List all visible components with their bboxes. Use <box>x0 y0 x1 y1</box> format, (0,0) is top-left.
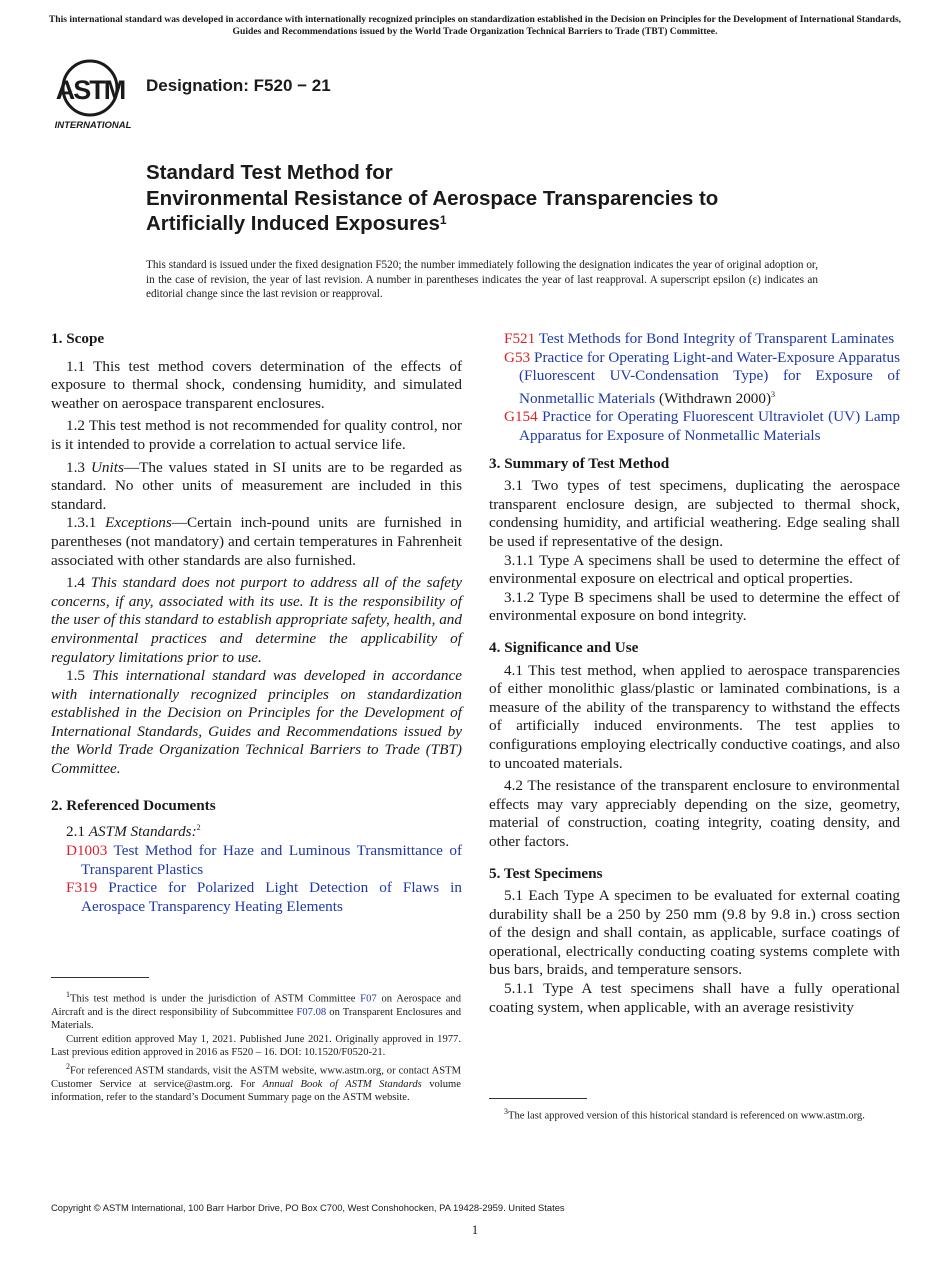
para-1-3-1: 1.3.1 Exceptions—Certain inch-pound units are furnished in parentheses (not mandatory) and certain temperatures in Fahrenheit associated with other standards are also furnished. <box>51 514 462 569</box>
ref-f319[interactable]: F319 Practice for Polarized Light Detection of Flaws in Aerospace Transparency Heating Elements <box>66 879 462 915</box>
issuance-note: This standard is issued under the fixed designation F520; the number immediately following the designation indicates the year of original adoption or, in the case of revision, the year of last revision. A number in parentheses indicates the year of last reapproval. A superscript epsilon (ε) indicates an editorial change since the last revision or reapproval. <box>146 259 818 301</box>
footnotes-right <box>489 1105 899 1123</box>
copyright-line: Copyright © ASTM International, 100 Barr Harbor Drive, PO Box C700, West Conshohocken, PA 19428-2959. United States <box>51 1202 565 1213</box>
committee-f07-link[interactable]: F07 <box>360 993 377 1005</box>
footnote-1-edition: Current edition approved May 1, 2021. Published June 2021. Originally approved in 1977. Last previous edition approved in 2016 as F520 – 16. DOI: 10.1520/F0520-21. <box>51 1033 461 1059</box>
footnotes-left <box>51 988 461 1104</box>
para-1-2: 1.2 This test method is not recommended for quality control, nor is it intended to provide a correlation to actual service life. <box>51 417 462 453</box>
para-5-1: 5.1 Each Type A specimen to be evaluated for external coating durability shall be a 250 by 250 mm (9.8 by 9.8 in.) cross section of the design and shall contain, as applicable, surface coatings of operational, electrically conducting coating systems complete with bus bars, braids, and temperature sensors. <box>489 887 900 979</box>
left-column <box>51 330 462 916</box>
astm-logo <box>52 56 134 132</box>
footnote-2: $^2$For referenced ASTM standards, visit the ASTM website, www.astm.org, or contact ASTM Customer Service at service@astm.org. For Annual Book of ASTM Standards volume information, refer to the standard’s Document Summary page on the ASTM website. <box>51 1061 461 1103</box>
right-column <box>489 330 900 1017</box>
page-number: 1 <box>471 1222 479 1237</box>
para-4-1: 4.1 This test method, when applied to aerospace transparencies of either monolithic glass/plastic or laminated combinations, is a measure of the ability of the transparency to withstand the effects of artificially induced environments. The test applies to configurations employing electrically conductive coatings, and also to uncoated materials. <box>489 661 900 772</box>
para-3-1-1: 3.1.1 Type A specimens shall be used to determine the effect of environmental exposure on electrical and optical properties. <box>489 551 900 588</box>
designation: Designation: F520 − 21 <box>146 76 331 95</box>
title-line-2: Environmental Resistance of Aerospace Transparencies to <box>146 186 719 210</box>
svg-text:INTERNATIONAL: INTERNATIONAL <box>54 120 132 131</box>
footnote-rule-left <box>51 977 149 978</box>
para-1-5: 1.5 This international standard was developed in accordance with internationally recognized principles on standardization established in the Decision on Principles for the Development of International Standards, Guides and Recommendations issued by the World Trade Organization Technical Barriers to Trade (TBT) Committee. <box>51 667 463 778</box>
ref-d1003[interactable]: D1003 Test Method for Haze and Luminous Transmittance of Transparent Plastics <box>66 841 463 878</box>
para-5-1-1: 5.1.1 Type A test specimens shall have a fully operational coating system, when applicable, with an average resistivity <box>489 980 900 1016</box>
para-3-1-2: 3.1.2 Type B specimens shall be used to determine the effect of environmental exposure on bond integrity. <box>489 588 900 625</box>
subcommittee-f0708-link[interactable]: F07.08 <box>296 1006 327 1018</box>
ref-g53[interactable]: G53 Practice for Operating Light-and Water-Exposure Apparatus (Fluorescent UV-Condensation Type) for Exposure of Nonmetallic Materials (Withdrawn 2000)$^3$ <box>504 348 901 407</box>
para-3-1: 3.1 Two types of test specimens, duplicating the aerospace transparent enclosure design, are subjected to thermal shock, condensing humidity, and artificial weathering. Edge sealing shall be used if representative of the design. <box>489 477 900 550</box>
title-line-3: Artificially Induced Exposures$^1$ <box>146 212 447 235</box>
tbt-notice: This international standard was developed in accordance with internationally recognized principles on standardization established in the Decision on Principles for the Development of International Standards, Guides and Recommendations issued by the World Trade Organization Technical Barriers to Trade (TBT) Committee. <box>48 14 902 37</box>
para-1-3: 1.3 Units—The values stated in SI units are to be regarded as standard. No other units of measurement are included in this standard. <box>51 458 462 513</box>
svg-text:ASTM: ASTM <box>55 75 125 105</box>
para-1-4: 1.4 This standard does not purport to address all of the safety concerns, if any, associated with its use. It is the responsibility of the user of this standard to establish appropriate safety, health, and environmental practices and determine the applicability of regulatory limitations prior to use. <box>51 574 462 666</box>
footnote-3: $^3$The last approved version of this historical standard is referenced on www.astm.org. <box>504 1107 865 1122</box>
title-footnote-mark: 1 <box>439 213 447 227</box>
para-1-1: 1.1 This test method covers determination of the effects of exposure to thermal shock, condensing humidity, and simulated weather on aerospace transparent enclosures. <box>51 357 462 412</box>
para-4-2: 4.2 The resistance of the transparent enclosure to environmental effects may vary appreciably depending on the size, geometry, material of construction, coating integrity, coating density, and other factors. <box>489 777 900 850</box>
document-title <box>146 160 906 237</box>
ref-g154[interactable]: G154 Practice for Operating Fluorescent Ultraviolet (UV) Lamp Apparatus for Exposure of Nonmetallic Materials <box>504 408 900 445</box>
section-4-heading: 4. Significance and Use <box>489 638 639 656</box>
footnote-1: $^1$This test method is under the jurisdiction of ASTM Committee F07 on Aerospace and Aircraft and is the direct responsibility of Subcommittee F07.08 on Transparent Enclosures and Materials. <box>51 990 461 1032</box>
footnote-rule-right <box>489 1098 587 1099</box>
section-5-heading: 5. Test Specimens <box>489 864 603 882</box>
para-2-1: 2.1 ASTM Standards:$^2$ <box>66 823 201 841</box>
title-line-1: Standard Test Method for <box>146 161 393 184</box>
section-2-heading: 2. Referenced Documents <box>51 796 216 814</box>
section-3-heading: 3. Summary of Test Method <box>489 454 670 472</box>
section-1-heading: 1. Scope <box>51 330 105 347</box>
ref-f521[interactable]: F521 Test Methods for Bond Integrity of Transparent Laminates <box>504 330 895 347</box>
